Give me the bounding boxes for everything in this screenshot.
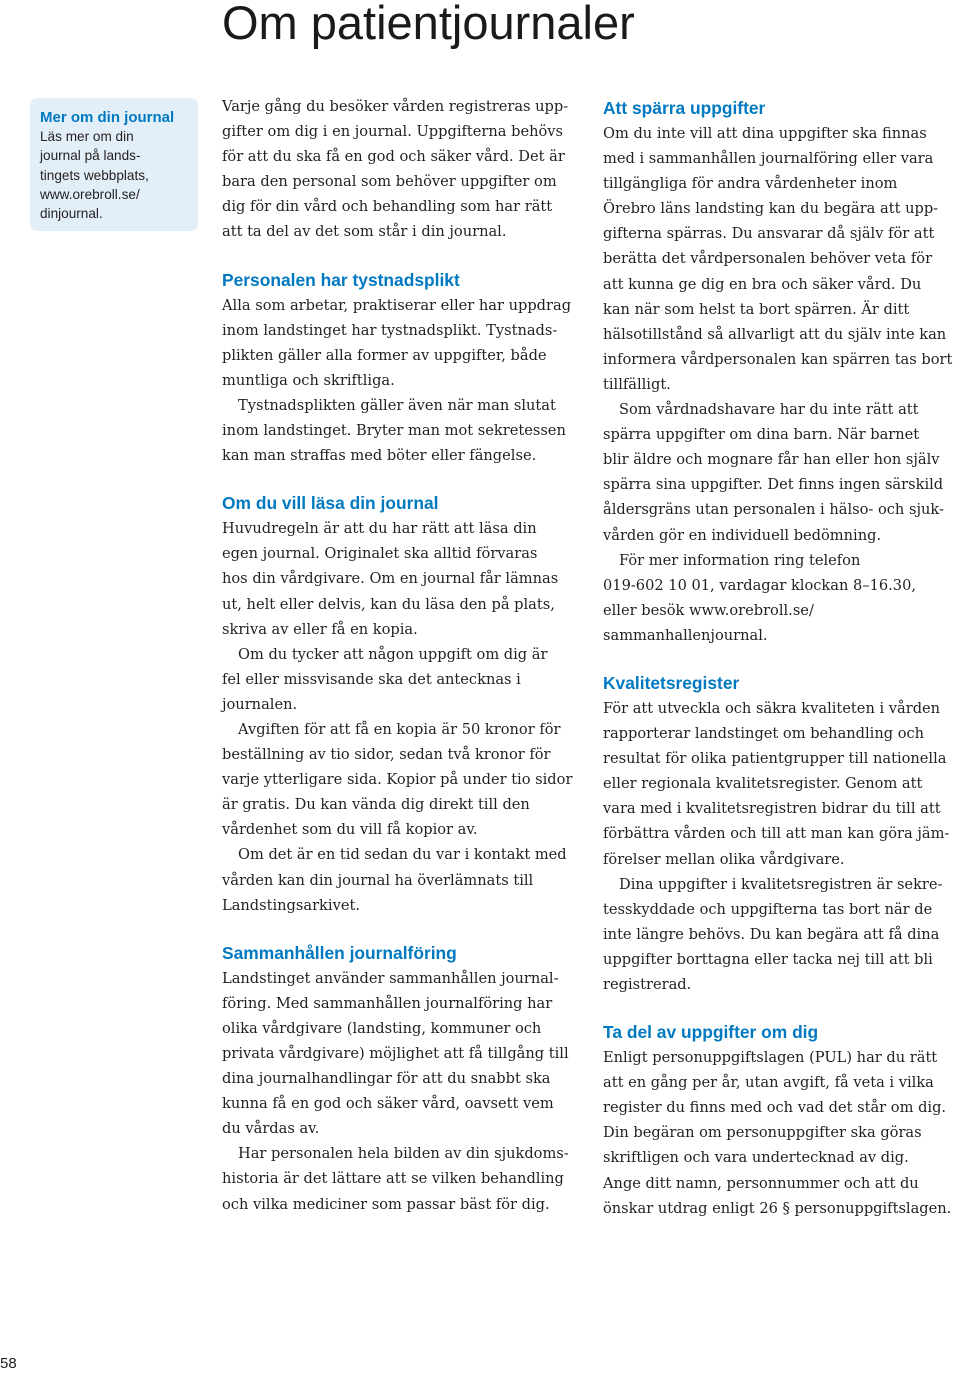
text-line: tillfälligt.	[603, 375, 671, 393]
paragraph	[222, 1141, 578, 1216]
intro-paragraph	[222, 94, 578, 245]
text-line: är gratis. Du kan vända dig direkt till den	[222, 796, 530, 814]
text-line: 019-602 10 01, vardagar klockan 8–16.30,	[603, 576, 917, 594]
text-line: tillgängliga för andra vårdenheter inom	[603, 175, 898, 193]
info-box-link-line[interactable]: www.orebroll.se/	[40, 186, 140, 202]
text-line: tesskyddade och uppgifterna tas bort när de	[603, 900, 933, 918]
paragraph	[222, 966, 578, 1142]
text-line: berätta det vårdpersonalen behöver veta för	[603, 250, 933, 268]
paragraph	[603, 696, 960, 872]
info-box-line: journal på lands-	[40, 148, 141, 164]
text-line: hos din vårdgivare. Om en journal får lämnas	[222, 570, 559, 588]
text-line: förelser mellan olika vårdgivare.	[603, 850, 845, 868]
text-line: Avgiften för att få en kopia är 50 kronor för	[238, 720, 561, 738]
text-line: vara med i kvalitetsregistren bidrar du till att	[603, 800, 941, 818]
text-line: resultat för olika patientgrupper till nationella	[603, 750, 947, 768]
text-line: skriftligen och vara undertecknad av dig.	[603, 1149, 909, 1167]
text-line: gifterna spärras. Du ansvarar då själv för att	[603, 225, 935, 243]
text-line: privata vårdgivare) möjlighet att få tillgång till	[222, 1045, 569, 1062]
text-line: eller regionala kvalitetsregister. Genom att	[603, 775, 923, 793]
paragraph	[222, 642, 578, 717]
info-box-text	[40, 127, 190, 223]
text-line: informera vårdpersonalen kan spärren tas bort	[603, 350, 953, 368]
text-line: kunna få en god och säker vård, oavsett vem	[222, 1095, 554, 1113]
text-line: för att du ska få en god och säker vård. Det är	[222, 148, 565, 166]
text-line: sammanhallenjournal.	[603, 626, 768, 644]
section-heading-tystnadsplikt: Personalen har tystnadsplikt	[222, 269, 460, 290]
text-line: föring. Med sammanhållen journalföring har	[222, 994, 553, 1012]
text-line: varje ytterligare sida. Kopior på under tio sidor	[222, 771, 573, 789]
text-line: journalen.	[222, 695, 298, 713]
info-box	[30, 98, 198, 231]
paragraph	[603, 872, 960, 997]
text-line: Alla som arbetar, praktiserar eller har uppdrag	[222, 296, 572, 314]
paragraph	[603, 548, 960, 648]
text-line: och vilka mediciner som passar bäst för dig.	[222, 1195, 550, 1213]
text-line: kan man straffas med böter eller fängelse.	[222, 447, 537, 465]
text-line: spärra sina uppgifter. Det finns ingen särskild	[603, 476, 944, 494]
text-line: Landstinget använder sammanhållen journal-	[222, 969, 559, 987]
text-line: Enligt personuppgiftslagen (PUL) har du rätt	[603, 1049, 938, 1067]
info-box-link-line[interactable]: dinjournal.	[40, 206, 103, 222]
section-heading-sammanhallen: Sammanhållen journalföring	[222, 942, 457, 963]
text-line: skriva av eller få en kopia.	[222, 620, 418, 638]
paragraph	[603, 1045, 960, 1221]
text-line: ut, helt eller delvis, kan du läsa den på plats,	[222, 595, 555, 613]
text-line: Örebro läns landsting kan du begära att upp-	[603, 200, 939, 218]
paragraph	[222, 393, 578, 468]
text-line: du vårdas av.	[222, 1120, 320, 1138]
info-box-heading: Mer om din journal	[40, 109, 175, 126]
page-number: 58	[0, 1355, 17, 1372]
text-line: att kunna ge dig en bra och säker vård. Du	[603, 275, 922, 293]
text-line: muntliga och skriftliga.	[222, 371, 395, 389]
page-title: Om patientjournaler	[222, 0, 635, 49]
text-line: Tystnadsplikten gäller även när man slutat	[238, 396, 556, 414]
text-line: uppgifter borttagna eller tacka nej till att bli	[603, 950, 933, 968]
text-line: bara den personal som behöver uppgifter om	[222, 173, 557, 191]
text-line: att ta del av det som står i din journal.	[222, 223, 507, 241]
section-heading-ta-del: Ta del av uppgifter om dig	[603, 1022, 819, 1043]
paragraph	[222, 516, 578, 641]
text-line: med i sammanhållen journalföring eller vara	[603, 150, 934, 168]
text-line: rapporterar landstinget om behandling och	[603, 725, 925, 743]
text-line: vårdenhet som du vill få kopior av.	[222, 821, 478, 839]
text-line: gifter om dig i en journal. Uppgifterna behövs	[222, 123, 564, 141]
right-column	[603, 96, 960, 1221]
text-line: att en gång per år, utan avgift, få veta i vilka	[603, 1074, 934, 1092]
text-line: För mer information ring telefon	[619, 551, 861, 569]
section-heading-lasa-journal: Om du vill läsa din journal	[222, 493, 439, 514]
text-line: kan när som helst ta bort spärren. Är ditt	[603, 300, 910, 318]
text-line: Dina uppgifter i kvalitetsregistren är sekre-	[619, 875, 943, 893]
middle-column	[222, 94, 578, 1217]
section-heading-kvalitetsregister: Kvalitetsregister	[603, 672, 740, 693]
text-line: dina journalhandlingar för att du snabbt ska	[222, 1070, 551, 1088]
text-line: åldersgräns utan personalen i hälso- och sjuk-	[603, 501, 944, 519]
text-line: olika vårdgivare (landsting, kommuner och	[222, 1019, 542, 1037]
text-line: För att utveckla och säkra kvaliteten i vården	[603, 699, 941, 717]
text-line: Om du inte vill att dina uppgifter ska finnas	[603, 125, 927, 142]
text-line: förbättra vården och till att man kan göra jäm-	[603, 825, 950, 843]
text-line: önskar utdrag enligt 26 § personuppgiftslagen.	[603, 1199, 952, 1217]
paragraph	[222, 293, 578, 393]
text-line: Som vårdnadshavare har du inte rätt att	[619, 401, 919, 419]
paragraph	[603, 121, 960, 397]
info-box-line: Läs mer om din	[40, 129, 134, 144]
text-line: Om du tycker att någon uppgift om dig är	[238, 645, 548, 663]
text-line: hälsotillstånd så allvarligt att du själv inte kan	[603, 325, 947, 343]
text-line: vården gör en individuell bedömning.	[603, 526, 882, 544]
text-line: egen journal. Originalet ska alltid förvaras	[222, 545, 538, 563]
text-line: Huvudregeln är att du har rätt att läsa din	[222, 520, 537, 538]
text-line: Ange ditt namn, personnummer och att du	[603, 1174, 919, 1192]
paragraph	[222, 717, 578, 842]
text-line: spärra uppgifter om dina barn. När barnet	[603, 426, 920, 444]
text-line: dig för din vård och behandling som har rätt	[222, 198, 553, 216]
text-line: register du finns med och vad det står om dig.	[603, 1099, 947, 1117]
text-line: Landstingsarkivet.	[222, 896, 360, 914]
text-line: inom landstinget har tystnadsplikt. Tystnads-	[222, 321, 558, 339]
paragraph	[222, 842, 578, 917]
text-line: eller besök www.orebroll.se/	[603, 601, 814, 619]
section-heading-sparra: Att spärra uppgifter	[603, 98, 766, 118]
text-line: plikten gäller alla former av uppgifter, både	[222, 346, 547, 364]
text-line: Om det är en tid sedan du var i kontakt med	[238, 846, 567, 864]
text-line: historia är det lättare att se vilken behandling	[222, 1170, 564, 1188]
text-line: Varje gång du besöker vården registreras upp-	[222, 98, 569, 115]
text-line: beställning av tio sidor, sedan två kronor för	[222, 746, 551, 764]
text-line: inom landstinget. Bryter man mot sekretessen	[222, 422, 566, 440]
text-line: Din begäran om personuppgifter ska göras	[603, 1124, 922, 1142]
text-line: inte längre behövs. Du kan begära att få dina	[603, 925, 940, 943]
text-line: Har personalen hela bilden av din sjukdoms-	[238, 1145, 569, 1163]
paragraph	[603, 397, 960, 548]
info-box-line: tingets webbplats,	[40, 167, 149, 183]
text-line: blir äldre och mognare får han eller hon själv	[603, 451, 940, 469]
text-line: vården kan din journal ha överlämnats till	[222, 871, 534, 889]
text-line: fel eller missvisande ska det antecknas i	[222, 670, 521, 688]
text-line: registrerad.	[603, 976, 692, 993]
